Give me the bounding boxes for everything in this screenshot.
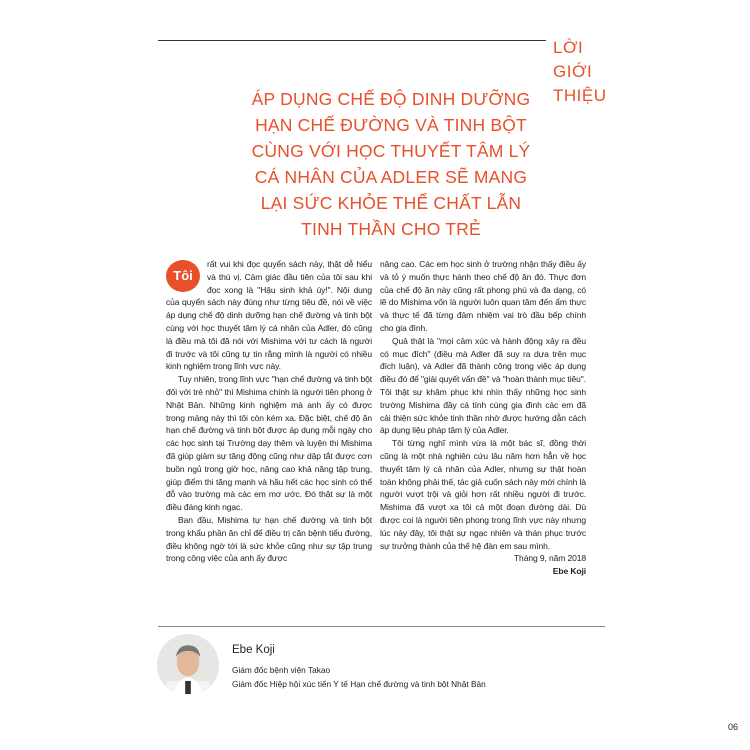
section-title-line: GIỚI [553,62,593,81]
right-column [380,258,586,578]
signature: Ebe Koji [552,566,586,577]
section-title [553,36,607,108]
paragraph: Ban đầu, Mishima tự hạn chế đường và tinh bột trong khẩu phần ăn chỉ để điều trị căn bệnh tiểu đường, điều không ngờ tới là sức khỏe cũng như sự tập trung trong công việc của anh ấy được [166,514,372,564]
author-role: Giám đốc Hiệp hội xúc tiến Y tế Hạn chế đường và tinh bột Nhật Bản [232,679,486,689]
section-title-line: THIỆU [553,86,607,105]
dropcap: Tôi [166,260,200,292]
author-photo [157,634,219,696]
paragraph: nâng cao. Các em học sinh ở trường nhận thấy điều ấy và tỏ ý muốn thực hành theo chế độ ăn đó. Thực đơn của chế độ ăn này cũng rất phong phú và đa dạng, có lẽ do Mishima vốn là người luôn quan tâm đến ẩm thực và thực tế đã từng đảm nhiệm vai trò đầu bếp chính cho gia đình. [380,259,586,333]
headline-line: ÁP DỤNG CHẾ ĐỘ DINH DƯỠNG [251,89,531,109]
headline-line: TINH THẦN CHO TRẺ [301,219,481,239]
author-name: Ebe Koji [232,644,275,656]
headline-line: CÙNG VỚI HỌC THUYẾT TÂM LÝ [251,141,531,161]
paragraph: Tuy nhiên, trong lĩnh vực "hạn chế đường và tinh bột đối với trẻ nhỏ" thì Mishima chính là người tiên phong ở Nhật Bản. Những kinh nghiệm mà anh ấy có được trong mảng này thì tôi còn kém xa. Đặc biệt, chế độ ăn hạn chế đường và tinh bột được áp dụng mỗi ngày cho các học sinh tại Trường dạy thêm và luyện thi Mishima đã giúp giảm sự tăng động cũng như dập tắt được cơn buồn ngủ trong giờ học, nâng cao khả năng tập trung, giúp điểm thi tăng mạnh và hầu hết các học sinh có thể đỗ vào trường mà các em mơ ước. Đó thật sự là một điều đáng kinh ngạc. [166,374,372,513]
top-rule [158,40,546,41]
page-number: 06 [727,722,738,732]
paragraph: Tôi từng nghĩ mình vừa là một bác sĩ, đồng thời cũng là một nhà nghiên cứu lâu năm hơn hẳn về học thuyết tâm lý cá nhân của Adler, nhưng sự thật hoàn toàn không phải thế, tác giả cuốn sách này mới chính là người vượt trội và giỏi hơn rất nhiều người đi trước. Mishima đã vượt xa tôi cả một đoạn đường dài. Dù được coi là người tiên phong trong lĩnh vực này nhưng lúc này đây, tôi thật sự ngạc nhiên và thán phục trước sự trưởng thành của thế hệ đàn em sau mình. [380,438,586,551]
headline [236,86,546,242]
paragraph: rất vui khi đọc quyển sách này, thật dễ hiểu và thú vị. Cảm giác đầu tiên của tôi sau khi đọc xong là "Hậu sinh khả úy!". Nội dung của quyển sách này đúng như từng tiêu đề, nói về việc áp dụng chế độ dinh dưỡng hạn chế đường và tinh bột cùng với học thuyết tâm lý cá nhân của Adler, đó cũng là điều mà tôi đã nói với Mishima với tư cách là người đi trước và tôi cũng tự tin rằng mình là người có nhiều kinh nghiệm trong lĩnh vực này. [166,259,372,372]
headline-line: LẠI SỨC KHỎE THỂ CHẤT LẪN [260,193,522,213]
author-role: Giám đốc bệnh viện Takao [232,665,331,675]
date: Tháng 9, năm 2018 [513,553,586,564]
left-column [166,258,372,565]
bottom-rule [158,626,605,627]
paragraph: Quả thật là "mọi cảm xúc và hành động xảy ra đều có mục đích" (điều mà Adler đã suy ra dựa trên mục đích luận), và Adler đã thành công trong việc áp dụng điều đó để "giải quyết vấn đề" và "hoàn thành mục tiêu". Tôi thật sự khâm phục khi nhìn thấy những học sinh trường Mishima đầy cá tính cùng gia đình các em đã cải thiện sức khỏe tinh thần nhờ được hướng dẫn cách áp dụng liệu pháp tâm lý của Adler. [380,335,586,436]
section-title-line: LỜI [553,38,584,57]
headline-line: CÁ NHÂN CỦA ADLER SẼ MANG [254,167,528,187]
headline-line: HẠN CHẾ ĐƯỜNG VÀ TINH BỘT [255,115,527,135]
